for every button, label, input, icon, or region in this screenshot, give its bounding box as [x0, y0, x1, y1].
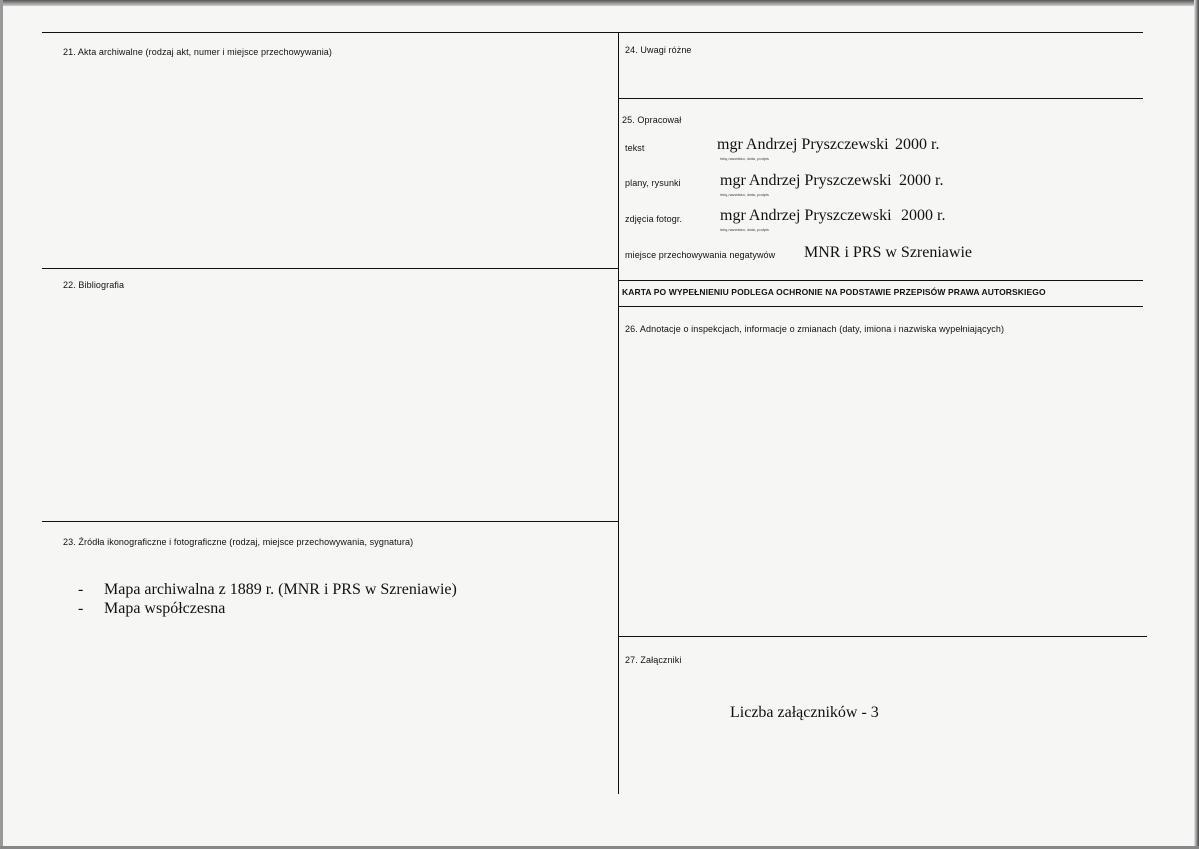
section-27-label: 27. Załączniki [625, 655, 682, 665]
list-bullet: - [78, 600, 84, 617]
rule-right-copyright [618, 280, 1143, 281]
scan-edge-top [0, 0, 1199, 6]
rule-right-26 [618, 306, 1143, 307]
prepared-row-hint-text: imię,nazwisko, data, podpis [720, 156, 769, 161]
prepared-row-name-text: mgr Andrzej Pryszczewski [717, 136, 889, 153]
list-item [78, 580, 457, 599]
section-21-label: 21. Akta archiwalne (rodzaj akt, numer i miejsce przechowywania) [63, 47, 333, 57]
scan-edge-left [0, 0, 3, 849]
copyright-notice: KARTA PO WYPEŁNIENIU PODLEGA OCHRONIE NA PODSTAWIE PRZEPISÓW PRAWA AUTORSKIEGO [622, 287, 1046, 297]
section-26-label: 26. Adnotacje o inspekcjach, informacje o zmianach (daty, imiona i nazwiska wypełniających) [625, 324, 1005, 334]
section-23-label: 23. Źródła ikonograficzne i fotograficzne (rodzaj, miejsce przechowywania, sygnatura) [63, 537, 414, 547]
prepared-row-year-plans: 2000 r. [899, 172, 944, 189]
list-item [78, 599, 457, 618]
rule-left-23 [42, 521, 618, 522]
section-25-label: 25. Opracował [622, 115, 682, 125]
prepared-row-hint-plans: imię,nazwisko, data, podpis [720, 192, 769, 197]
rule-left-22 [42, 268, 618, 269]
rule-right-25 [618, 98, 1143, 99]
column-divider [618, 32, 619, 794]
prepared-row-hint-photos: imię,nazwisko, data, podpis [720, 227, 769, 232]
negatives-value: MNR i PRS w Szreniawie [804, 244, 972, 261]
prepared-row-label-photos: zdjęcia fotogr. [625, 214, 683, 224]
attachments-count: Liczba załączników - 3 [730, 704, 879, 721]
prepared-row-year-text: 2000 r. [895, 136, 940, 153]
prepared-row-name-photos: mgr Andrzej Pryszczewski [720, 207, 892, 224]
scan-edge-right [1194, 0, 1199, 849]
iconographic-sources-list [78, 580, 457, 618]
list-item-text: Mapa współczesna [104, 600, 226, 617]
rule-right-27 [618, 636, 1147, 637]
section-24-label: 24. Uwagi różne [625, 45, 692, 55]
list-bullet: - [78, 581, 84, 598]
section-22-label: 22. Bibliografia [63, 280, 125, 290]
prepared-row-name-plans: mgr Andrzej Pryszczewski [720, 172, 892, 189]
top-rule [42, 32, 1143, 33]
prepared-row-label-text: tekst [625, 143, 645, 153]
list-item-text: Mapa archiwalna z 1889 r. (MNR i PRS w Szreniawie) [104, 581, 457, 598]
negatives-label: miejsce przechowywania negatywów [625, 250, 776, 260]
prepared-row-year-photos: 2000 r. [901, 207, 946, 224]
prepared-row-label-plans: plany, rysunki [625, 178, 681, 188]
